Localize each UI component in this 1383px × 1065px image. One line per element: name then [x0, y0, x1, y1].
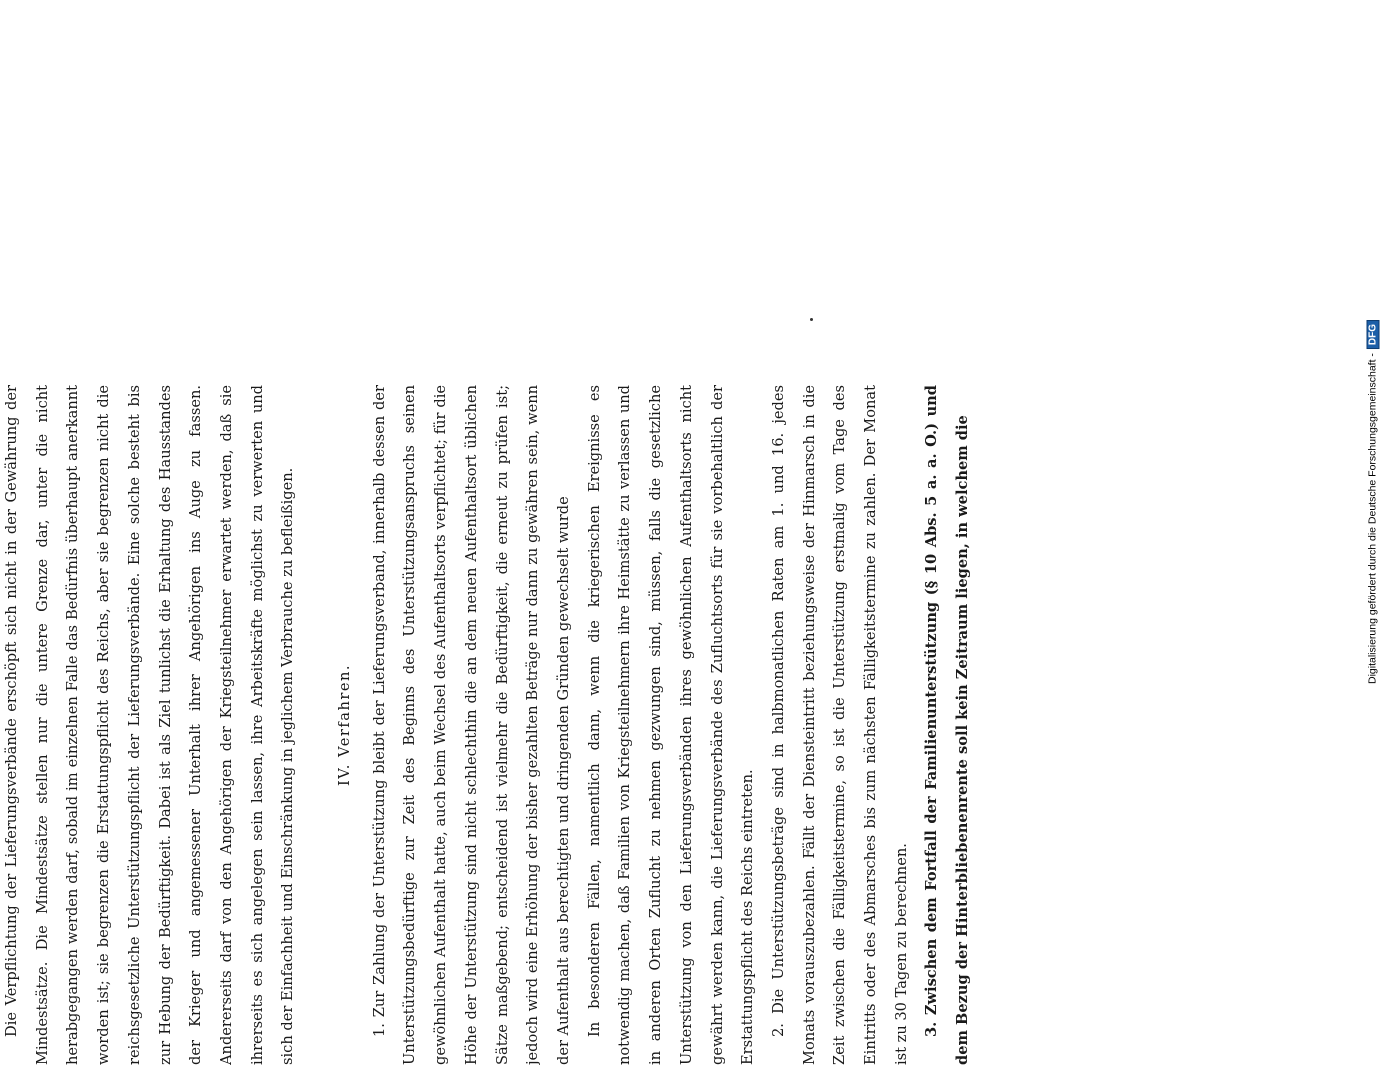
section-4-paragraph-3: 2. Die Unterstützungsbeträge sind in halbmonatlichen Raten am 1. und 16. jedes Monats vorauszubezahlen. Fällt der Diensteintritt beziehungsweise der Hinmarsch in die Zeit zwischen die Fälligkeitstermine, so ist die Unterstützung erstmalig vom Tage des Eintritts oder des Abmarsches bis zum nächsten Fälligkeitstermine zu zahlen. Der Monat ist zu 30 Tagen zu berechnen.: [769, 385, 910, 1065]
section-4-heading: IV. Verfahren.: [336, 664, 354, 786]
dfg-logo: DFG: [1367, 320, 1380, 349]
section-4-paragraph-2: In besonderen Fällen, namentlich dann, wenn die kriegerischen Ereignisse es notwendig machen, daß Familien von Kriegsteilnehmern ihre Heimstätte zu verlassen und in anderen Orten Zuflucht zu nehmen gezwungen sind, müssen, falls die gesetzliche Unterstützung von den Lieferungsverbänden ihres gewöhnlichen Aufenthaltsorts nicht gewährt werden kann, die Lieferungsverbände des Zufluchtsorts für sie vorbehaltlich der Erstattungspflicht des Reichs eintreten.: [585, 385, 757, 1065]
speck: [810, 318, 813, 321]
credit-text: Digitalisierung gefördert durch die Deutsche Forschungsgemeinschaft -: [1366, 353, 1379, 685]
page-content: [0, 385, 979, 1065]
rotated-text-frame: [0, 385, 972, 1065]
digitization-credit: [1366, 12, 1380, 992]
section-3-paragraph: Die Verpflichtung der Lieferungsverbände erschöpft sich nicht in der Gewährung der Mindestsätze. Die Mindestsätze stellen nur die untere Grenze dar, unter die nicht herabgegangen werden darf, sobald im einzelnen Falle das Bedürfnis überhaupt anerkannt worden ist; sie begrenzen die Erstattungspflicht des Reichs, aber sie begrenzen nicht die reichsgesetzliche Unterstützungspflicht der Lieferungsverbände. Eine solche besteht bis zur Hebung der Bedürftigkeit. Dabei ist als Ziel tunlichst die Erhaltung des Hausstandes der Krieger und angemessener Unterhalt ihrer Angehörigen ins Auge zu fassen. Andererseits darf von den Angehörigen der Kriegsteilnehmer erwartet werden, daß sie ihrerseits es sich angelegen sein lassen, ihre Arbeitskräfte möglichst zu verwerten und sich der Einfachheit und Einschränkung in jeglichem Verbrauche zu befleißigen.: [3, 385, 297, 1065]
section-4-paragraph-4: 3. Zwischen dem Fortfall der Familienunterstützung (§ 10 Abs. 5 a. a. O.) und dem Bezug der Hinterbliebenenrente soll kein Zeitraum liegen, in welchem die: [923, 385, 972, 1065]
section-4-paragraph-1: 1. Zur Zahlung der Unterstützung bleibt der Lieferungsverband, innerhalb dessen der Unterstützungsbedürftige zur Zeit des Beginns des Unterstützungsanspruchs seinen gewöhnlichen Aufenthalt hatte, auch beim Wechsel des Aufenthaltsorts verpflichtet; für die Höhe der Unterstützung sind nicht schlechthin die an dem neuen Aufenthaltsort üblichen Sätze maßgebend; entscheidend ist vielmehr die Bedürftigkeit, die erneut zu prüfen ist; jedoch wird eine Erhöhung der bisher gezahlten Beträge nur dann zu gewähren sein, wenn der Aufenthalt aus berechtigten und dringenden Gründen gewechselt wurde: [370, 385, 572, 1065]
